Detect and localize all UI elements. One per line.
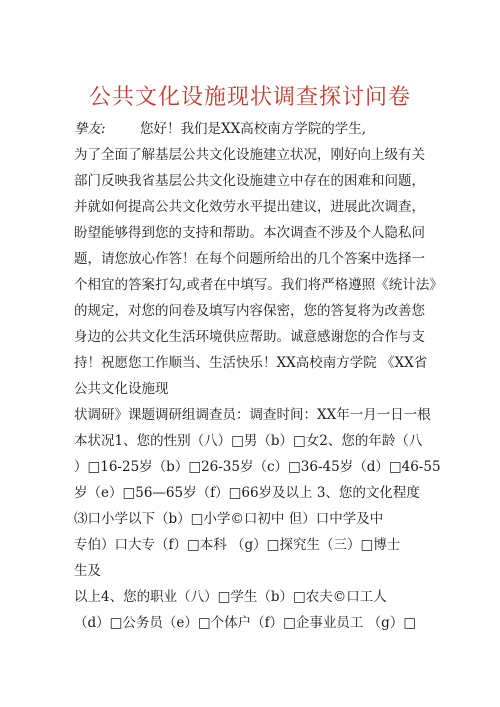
body-line-9: 持！祝愿您工作顺当、生活快乐！XX高校南方学院 《XX省 xyxy=(74,355,428,371)
body-line-4: 盼望能够得到您的支持和帮助。本次调查不涉及个人隐私问 xyxy=(74,225,425,241)
body-line-17: 生及 xyxy=(74,563,101,579)
greeting-line xyxy=(74,120,434,138)
page-title: 公共文化设施现状调查探讨问卷 xyxy=(88,85,411,110)
body-line-11: 状调研》课题调研组调查员：调查时间：XX年一月一日一根 xyxy=(74,407,431,423)
body-line-2: 部门反映我省基层公共文化设施建立中存在的困难和问题， xyxy=(74,173,425,189)
body-line-7: 的规定，对您的问卷及填写内容保密，您的答复将为改善您 xyxy=(74,303,425,319)
body-line-8: 身边的公共文化生活环境供应帮助。诚意感谢您的合作与支 xyxy=(74,329,425,345)
body-line-6: 个相宜的答案打勾,或者在中填写。我们将严格遵照《统计法》 xyxy=(74,277,443,293)
body-line-3: 并就如何提高公共文化效劳水平提出建议，进展此次调查， xyxy=(74,199,425,215)
body-line-15: ⑶口小学以下（b）□小学©口初中 但）口中学及中 xyxy=(74,511,384,527)
body-line-12: 本状况1、您的性别（八）□男（b）□女2、您的年龄（八 xyxy=(74,433,423,449)
greeting-addressee: 挚友: xyxy=(74,121,106,137)
body-line-1: 为了全面了解基层公共文化设施建立状况，刚好向上级有关 xyxy=(74,147,425,163)
body-line-10: 公共文化设施现 xyxy=(74,381,169,397)
body-line-5: 题，请您放心作答！在每个问题所给出的几个答案中选择一 xyxy=(74,251,425,267)
body-line-16: 专伯）口大专（f）□本科 （g）□探究生（三）□博士 xyxy=(74,537,401,553)
body-line-18: 以上4、您的职业（八）□学生（b）□农夫©口工人 xyxy=(74,589,387,605)
body-line-13: ）□16-25岁（b）□26-35岁（c）□36-45岁（d）□46-55 xyxy=(74,459,441,475)
greeting-text: 您好！我们是XX高校南方学院的学生, xyxy=(140,121,367,137)
body-line-14: 岁（e）□56—65岁（f）□66岁及以上 3、您的文化程度 xyxy=(74,485,420,501)
body-line-19: （d）□公务员（e）□个体户（f）□企事业员工 （g）□ xyxy=(74,615,417,631)
